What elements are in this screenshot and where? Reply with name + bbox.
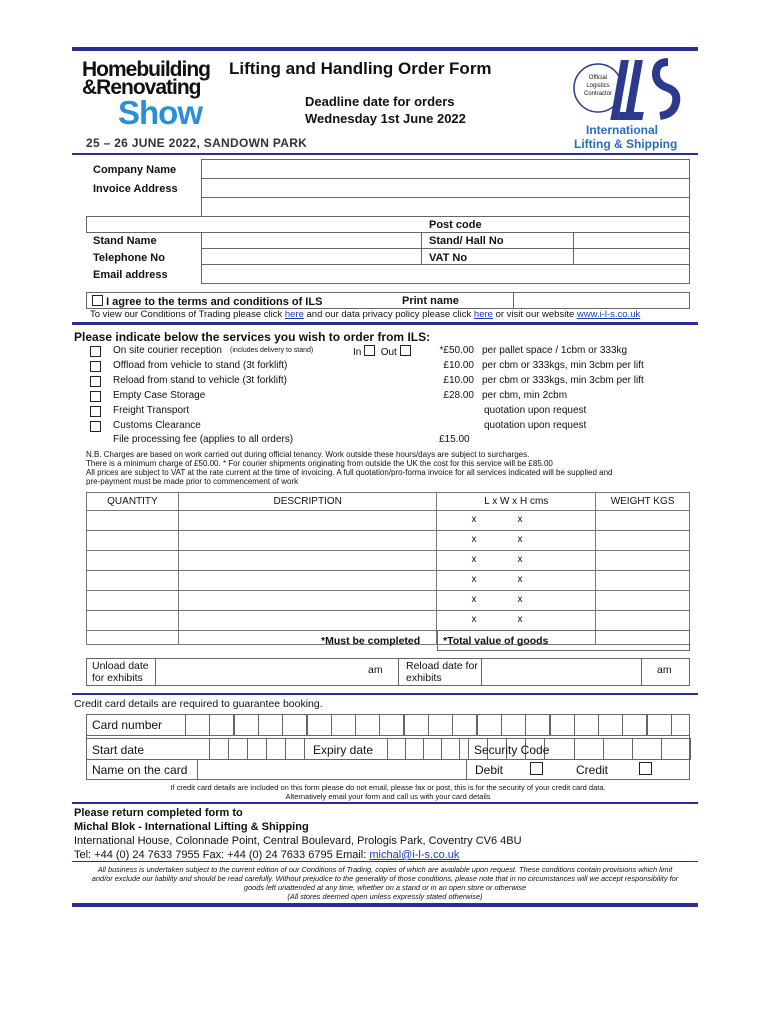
start-date-box[interactable] <box>247 738 267 760</box>
terms-rule <box>72 322 698 325</box>
weight-cell[interactable] <box>596 571 690 591</box>
reload-date-field[interactable] <box>481 658 642 686</box>
card-digit-box[interactable] <box>428 714 453 736</box>
expiry-date-label: Expiry date <box>313 743 374 757</box>
description-cell[interactable] <box>178 611 437 631</box>
event-date: 25 – 26 JUNE 2022, SANDOWN PARK <box>86 136 308 150</box>
dim-x-1: x <box>471 534 477 545</box>
service-unit: per cbm or 333kgs, min 3cbm per lift <box>482 375 644 386</box>
service-name: Offload from vehicle to stand (3t forklift) <box>113 360 288 371</box>
deadline-line-2: Wednesday 1st June 2022 <box>305 111 466 126</box>
start-date-box[interactable] <box>209 738 229 760</box>
company-name-field[interactable] <box>201 159 690 179</box>
company-name-label: Company Name <box>93 164 177 176</box>
card-digit-box[interactable] <box>598 714 623 736</box>
return-line-4: Tel: +44 (0) 24 7633 7955 Fax: +44 (0) 24 7633 6795 Email: <box>74 849 367 861</box>
name-on-card-label: Name on the card <box>92 763 188 777</box>
card-number-label: Card number <box>92 718 163 732</box>
service-price: £10.00 <box>443 360 474 371</box>
terms-note-pre: To view our Conditions of Trading please click <box>90 309 283 320</box>
weight-cell[interactable] <box>596 531 690 551</box>
service-name: Customs Clearance <box>113 420 201 431</box>
invoice-address-field-2[interactable] <box>201 197 690 217</box>
telephone-label: Telephone No <box>93 252 165 264</box>
in-label: In <box>353 347 362 358</box>
service-row <box>90 360 690 374</box>
card-digit-box[interactable] <box>331 714 356 736</box>
service-price: £28.00 <box>443 390 474 401</box>
note-line-1: N.B. Charges are based on work carried out during official tenancy. Work outside these hours/days are subject to surcharges. <box>86 450 530 459</box>
dim-x-1: x <box>471 574 477 585</box>
footer-terms <box>72 865 698 901</box>
goods-row <box>87 591 690 611</box>
service-checkbox[interactable] <box>90 361 101 372</box>
service-checkbox[interactable] <box>90 376 101 387</box>
goods-row <box>87 571 690 591</box>
card-digit-box[interactable] <box>477 714 502 736</box>
weight-cell[interactable] <box>596 591 690 611</box>
card-digit-box[interactable] <box>622 714 647 736</box>
card-digit-box[interactable] <box>647 714 672 736</box>
goods-table <box>86 492 690 645</box>
form-title: Lifting and Handling Order Form <box>229 59 492 78</box>
weight-cell[interactable] <box>596 611 690 631</box>
qty-cell[interactable] <box>87 551 179 571</box>
logo-line-2: &Renovating <box>82 76 201 99</box>
file-fee-price: £15.00 <box>439 434 470 445</box>
security-code-box[interactable] <box>574 738 604 760</box>
card-digit-box[interactable] <box>550 714 575 736</box>
goods-row <box>87 551 690 571</box>
agree-label: I agree to the terms and conditions of ILS <box>106 296 323 308</box>
debit-label: Debit <box>475 763 504 777</box>
terms-note-mid: and our data privacy policy please click <box>306 309 472 320</box>
card-rule <box>72 802 698 804</box>
security-code-box[interactable] <box>661 738 691 760</box>
stand-hall-field[interactable] <box>573 232 690 249</box>
card-digit-box[interactable] <box>307 714 332 736</box>
card-digit-box[interactable] <box>355 714 380 736</box>
dims-cell[interactable] <box>437 551 596 571</box>
charges-notes <box>86 450 613 486</box>
file-fee-label: File processing fee (applies to all orders) <box>113 434 294 445</box>
card-digit-box[interactable] <box>234 714 259 736</box>
note-line-3: All prices are subject to VAT at the rate current at the time of invoicing. A full quotation/pro-forma invoice for all services indicated will be supplied and <box>86 468 613 477</box>
service-unit: per pallet space / 1cbm or 333kg <box>482 345 628 356</box>
security-code-label: Security Code <box>474 743 550 757</box>
qty-cell[interactable] <box>87 511 179 531</box>
dim-x-1: x <box>471 514 477 525</box>
ils-name-1: International <box>586 123 659 137</box>
ils-logo <box>570 54 695 152</box>
vat-label: VAT No <box>429 252 468 264</box>
card-digit-box[interactable] <box>258 714 283 736</box>
expiry-label-box <box>387 738 406 760</box>
card-digit-box[interactable] <box>501 714 526 736</box>
services-heading: Please indicate below the services you wish to order from ILS: <box>74 330 431 344</box>
terms-agree <box>92 295 322 308</box>
logo-line-3: Show <box>118 94 202 131</box>
card-digit-box[interactable] <box>209 714 234 736</box>
start-date-box[interactable] <box>285 738 305 760</box>
dim-x-1: x <box>471 594 477 605</box>
return-line-1: Please return completed form to <box>74 807 243 819</box>
top-rule <box>72 47 698 51</box>
dim-x-1: x <box>471 614 477 625</box>
security-code-box[interactable] <box>603 738 633 760</box>
dim-x-2: x <box>517 534 523 545</box>
name-on-card-field[interactable] <box>197 759 467 780</box>
dim-x-2: x <box>517 574 523 585</box>
dim-x-2: x <box>517 554 523 565</box>
deadline-line-1: Deadline date for orders <box>305 94 455 109</box>
service-row <box>90 405 690 419</box>
stand-hall-label: Stand/ Hall No <box>429 235 504 247</box>
qty-cell[interactable] <box>87 571 179 591</box>
service-name: Empty Case Storage <box>113 390 206 401</box>
service-row <box>90 390 690 404</box>
dims-cell[interactable] <box>437 591 596 611</box>
description-cell[interactable] <box>178 551 437 571</box>
print-name-field[interactable] <box>513 292 690 309</box>
card-note <box>86 783 690 801</box>
footer-rule-top <box>72 861 698 862</box>
credit-checkbox[interactable] <box>639 762 652 775</box>
print-name-label: Print name <box>402 295 459 307</box>
company-section <box>86 159 690 286</box>
ils-name-2: Lifting & Shipping <box>574 137 678 151</box>
unload-label: Unload date for exhibits <box>92 660 149 684</box>
dim-x-2: x <box>517 614 523 625</box>
service-name: Freight Transport <box>113 405 190 416</box>
service-row <box>90 420 690 434</box>
start-date-box[interactable] <box>228 738 248 760</box>
show-logo <box>82 60 222 129</box>
note-line-2: There is a minimum charge of £50.00. * For courier shipments originating from outside the UK the cost for this service will be £85.00 <box>86 459 553 468</box>
security-code-box[interactable] <box>632 738 662 760</box>
weight-cell[interactable] <box>596 551 690 571</box>
service-checkbox[interactable] <box>90 391 101 402</box>
telephone-field[interactable] <box>201 248 422 265</box>
logo-line-1: Homebuilding <box>82 58 210 81</box>
footer-line-4: (All stores deemed open unless expressly stated otherwise) <box>287 892 483 901</box>
terms-note <box>90 309 640 320</box>
return-email-link[interactable]: michal@i-l-s.co.uk <box>369 849 460 861</box>
card-digit-box[interactable] <box>185 714 210 736</box>
card-note-2: Alternatively email your form and call us with your card details <box>285 792 491 801</box>
description-cell[interactable] <box>178 511 437 531</box>
card-digit-box[interactable] <box>379 714 404 736</box>
note-line-4: pre-payment must be made prior to commencement of work <box>86 477 299 486</box>
invoice-address-field-3[interactable] <box>86 216 690 233</box>
vat-field[interactable] <box>573 248 690 265</box>
service-checkbox[interactable] <box>90 346 101 357</box>
dates-rule <box>72 693 698 695</box>
expiry-label-box <box>405 738 424 760</box>
qty-cell[interactable] <box>87 631 179 645</box>
qty-cell[interactable] <box>87 531 179 551</box>
goods-row <box>87 531 690 551</box>
debit-checkbox[interactable] <box>530 762 543 775</box>
dims-cell[interactable] <box>437 531 596 551</box>
invoice-address-label: Invoice Address <box>93 183 178 195</box>
must-complete: *Must be completed <box>321 635 421 647</box>
card-required: Credit card details are required to guarantee booking. <box>74 698 323 710</box>
service-price: *£50.00 <box>439 345 474 356</box>
stand-name-label: Stand Name <box>93 235 157 247</box>
start-date-box[interactable] <box>266 738 286 760</box>
email-field[interactable] <box>201 264 690 284</box>
service-checkbox[interactable] <box>90 421 101 432</box>
invoice-address-field-1[interactable] <box>201 178 690 198</box>
description-cell[interactable] <box>178 571 437 591</box>
card-digit-box[interactable] <box>452 714 477 736</box>
weight-header: WEIGHT KGS <box>596 493 690 511</box>
agree-checkbox[interactable] <box>92 295 103 306</box>
return-line-2: Michal Blok - International Lifting & Shipping <box>74 821 309 833</box>
unload-date-field[interactable] <box>155 658 399 686</box>
service-unit: quotation upon request <box>484 420 587 431</box>
in-option <box>353 345 411 358</box>
reload-label: Reload date for exhibits <box>406 660 478 684</box>
conditions-link[interactable]: here <box>284 309 304 320</box>
footer-line-2: and/or exclude our liability and should be read carefully. Without prejudice to the generality of those conditions, please note that in no circumstances will we accept responsibility for <box>91 874 679 883</box>
weight-cell[interactable] <box>596 511 690 531</box>
qty-cell[interactable] <box>87 611 179 631</box>
terms-note-post: or visit our website <box>495 309 575 320</box>
card-digit-box[interactable] <box>574 714 599 736</box>
post-code-label: Post code <box>429 219 482 231</box>
bottom-rule <box>72 903 698 907</box>
ils-seal-text: Official Logistics Contractor <box>583 75 612 97</box>
service-row <box>90 375 690 389</box>
header-rule <box>72 153 698 155</box>
expiry-label-box <box>423 738 442 760</box>
am-label-2: am <box>657 664 672 676</box>
service-unit: per cbm, min 2cbm <box>482 390 568 401</box>
return-address <box>74 806 522 862</box>
description-cell[interactable] <box>178 531 437 551</box>
credit-label: Credit <box>576 763 609 777</box>
service-unit: quotation upon request <box>484 405 587 416</box>
footer-line-1: All business is undertaken subject to the current edition of our Conditions of Trading, copies of which are available upon request. These conditions contain provisions which limit <box>97 865 673 874</box>
card-digit-box[interactable] <box>404 714 429 736</box>
in-checkbox[interactable] <box>364 345 375 356</box>
dim-x-2: x <box>517 594 523 605</box>
stand-name-field[interactable] <box>201 232 422 249</box>
service-name: Reload from stand to vehicle (3t forklift) <box>113 375 287 386</box>
am-label-1: am <box>368 664 383 676</box>
service-name: On site courier reception <box>113 345 222 356</box>
qty-cell[interactable] <box>87 591 179 611</box>
email-label: Email address <box>93 269 168 281</box>
service-sub: (includes delivery to stand) <box>230 347 314 354</box>
privacy-link[interactable]: here <box>473 309 493 320</box>
card-digit-box[interactable] <box>525 714 550 736</box>
total-value-label: *Total value of goods <box>443 635 549 647</box>
start-date-label: Start date <box>92 743 145 757</box>
dims-cell[interactable] <box>437 511 596 531</box>
service-checkbox[interactable] <box>90 406 101 417</box>
dims-cell[interactable] <box>437 571 596 591</box>
expiry-label-box <box>441 738 460 760</box>
goods-row <box>87 511 690 531</box>
card-note-1: If credit card details are included on this form please do not email, please fax or post, this is for the security of your credit card data. <box>170 783 606 792</box>
dims-header: L x W x H cms <box>437 493 596 511</box>
dims-cell[interactable] <box>437 611 596 631</box>
return-line-3: International House, Colonnade Point, Central Boulevard, Prologis Park, Coventry CV6 4BU <box>74 835 522 847</box>
card-digit-box[interactable] <box>282 714 307 736</box>
goods-row <box>87 611 690 631</box>
dim-x-1: x <box>471 554 477 565</box>
out-label: Out <box>380 347 397 358</box>
service-price: £10.00 <box>443 375 474 386</box>
dim-x-2: x <box>517 514 523 525</box>
footer-line-3: goods left unattended at any time, whether on a stand or in an open store or otherwise <box>243 883 527 892</box>
website-link[interactable]: www.i-l-s.co.uk <box>576 309 641 320</box>
description-header: DESCRIPTION <box>178 493 437 511</box>
qty-header: QUANTITY <box>87 493 179 511</box>
description-cell[interactable] <box>178 591 437 611</box>
service-unit: per cbm or 333kgs, min 3cbm per lift <box>482 360 644 371</box>
out-checkbox[interactable] <box>400 345 411 356</box>
